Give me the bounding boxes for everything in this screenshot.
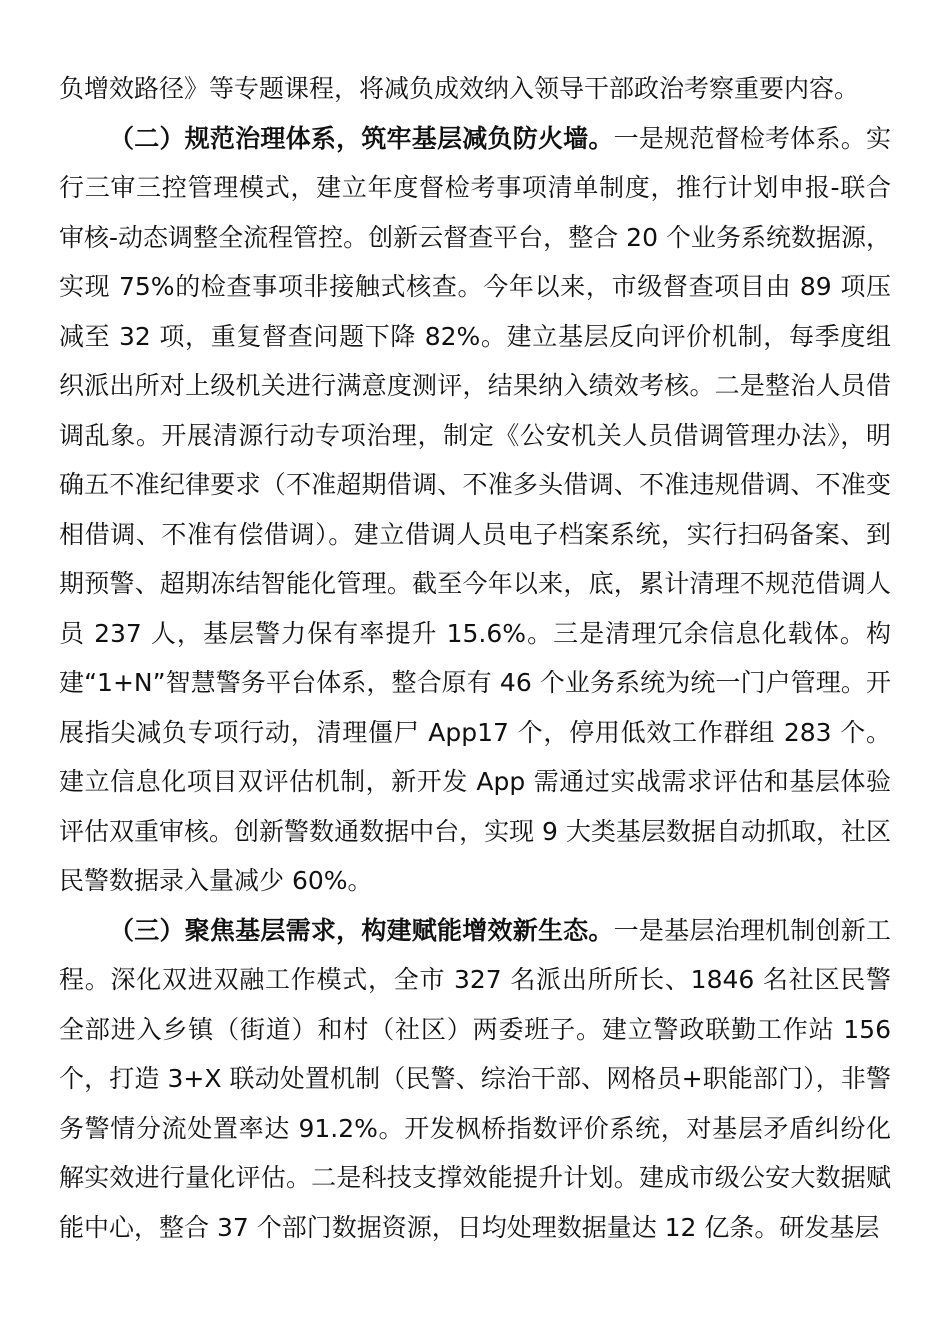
- paragraph-text: 负增效路径》等专题课程，将减负成效纳入领导干部政治考察重要内容。: [59, 74, 860, 103]
- paragraph-text: 一是规范督检考体系。实行三审三控管理模式，建立年度督检考事项清单制度，推行计划申报-联合审核-动态调整全流程管控。创新云督查平台，整合 20 个业务系统数据源，实现 75%的检查事项非接触式核查。今年以来，市级督查项目由 89 项压减至 32 项，重复督查问题下降 82%。建立基层反向评价机制，每季度组织派出所对上级机关进行满意度测评，结果纳入绩效考核。二是整治人员借调乱象。开展清源行动专项治理，制定《公安机关人员借调管理办法》，明确五不准纪律要求（不准超期借调、不准多头借调、不准违规借调、不准变相借调、不准有偿借调）。建立借调人员电子档案系统，实行扫码备案、到期预警、超期冻结智能化管理。截至今年以来，底，累计清理不规范借调人员 237 人，基层警力保有率提升 15.6%。三是清理冗余信息化载体。构建“1+N”智慧警务平台体系，整合原有 46 个业务系统为统一门户管理。开展指尖减负专项行动，清理僵尸 App17 个，停用低效工作群组 283 个。建立信息化项目双评估机制，新开发 App 需通过实战需求评估和基层体验评估双重审核。创新警数通数据中台，实现 9 大类基层数据自动抓取，社区民警数据录入量减少 60%。: [59, 123, 891, 895]
- paragraph-section-3: [59, 906, 891, 1253]
- paragraph-continuation: [59, 64, 891, 114]
- section-heading: （三）聚焦基层需求，构建赋能增效新生态。: [109, 915, 614, 945]
- section-heading: （二）规范治理体系，筑牢基层减负防火墙。: [109, 123, 614, 153]
- paragraph-section-2: [59, 114, 891, 906]
- paragraph-text: 一是基层治理机制创新工程。深化双进双融工作模式，全市 327 名派出所所长、1846 名社区民警全部进入乡镇（街道）和村（社区）两委班子。建立警政联勤工作站 156 个，打造 3+X 联动处置机制（民警、综治干部、网格员+职能部门），非警务警情分流处置率达 91.2%。开发枫桥指数评价系统，对基层矛盾纠纷化解实效进行量化评估。二是科技支撑效能提升计划。建成市级公安大数据赋能中心，整合 37 个部门数据资源，日均处理数据量达 12 亿条。研发基层: [59, 915, 891, 1242]
- document-body: [59, 64, 891, 1252]
